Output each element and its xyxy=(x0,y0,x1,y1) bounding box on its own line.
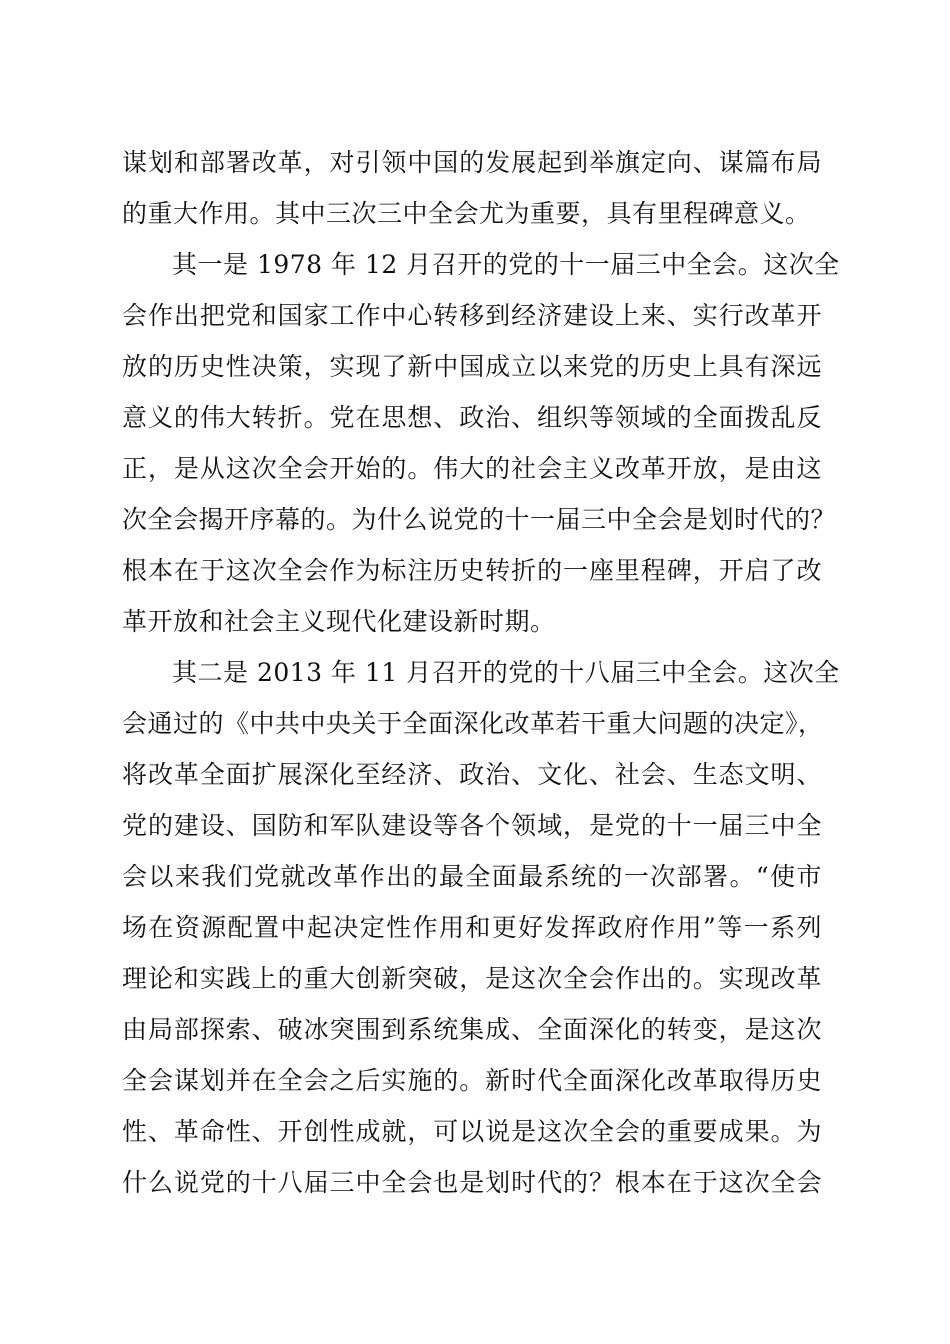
text-line: 党的建设、国防和军队建设等各个领域，是党的十一届三中全 xyxy=(122,811,822,840)
text-line: 会以来我们党就改革作出的最全面最系统的一次部署。“使市 xyxy=(122,862,822,891)
text-line: 会作出把党和国家工作中心转移到经济建设上来、实行改革开 xyxy=(122,301,822,330)
text-line: 会通过的《中共中央关于全面深化改革若干重大问题的决定》， xyxy=(122,709,824,738)
text-line: 的重大作用。其中三次三中全会尤为重要，具有里程碑意义。 xyxy=(122,199,811,228)
text-line: 场在资源配置中起决定性作用和更好发挥政府作用”等一系列 xyxy=(122,913,822,942)
text-line: 全会谋划并在全会之后实施的。新时代全面深化改革取得历史 xyxy=(122,1066,822,1095)
text-line: 根本在于这次全会作为标注历史转折的一座里程碑，开启了改 xyxy=(122,556,822,585)
text-line: 正，是从这次全会开始的。伟大的社会主义改革开放，是由这 xyxy=(122,454,822,483)
text-line: 什么说党的十八届三中全会也是划时代的？根本在于这次全会 xyxy=(122,1168,822,1197)
text-line: 谋划和部署改革，对引领中国的发展起到举旗定向、谋篇布局 xyxy=(122,148,822,177)
text-line: 次全会揭开序幕的。为什么说党的十一届三中全会是划时代的？ xyxy=(122,505,837,534)
text-line: 放的历史性决策，实现了新中国成立以来党的历史上具有深远 xyxy=(122,352,822,381)
text-line: 理论和实践上的重大创新突破，是这次全会作出的。实现改革 xyxy=(122,964,822,993)
text-line: 意义的伟大转折。党在思想、政治、组织等领域的全面拨乱反 xyxy=(122,403,822,432)
text-line: 将改革全面扩展深化至经济、政治、文化、社会、生态文明、 xyxy=(122,760,822,789)
text-line: 由局部探索、破冰突围到系统集成、全面深化的转变，是这次 xyxy=(122,1015,822,1044)
text-line: 革开放和社会主义现代化建设新时期。 xyxy=(122,607,556,636)
text-line: 性、革命性、开创性成就，可以说是这次全会的重要成果。为 xyxy=(122,1117,822,1146)
paragraph-start-line: 其一是 1978 年 12 月召开的党的十一届三中全会。这次全 xyxy=(172,250,840,279)
paragraph-start-line: 其二是 2013 年 11 月召开的党的十八届三中全会。这次全 xyxy=(172,658,840,687)
